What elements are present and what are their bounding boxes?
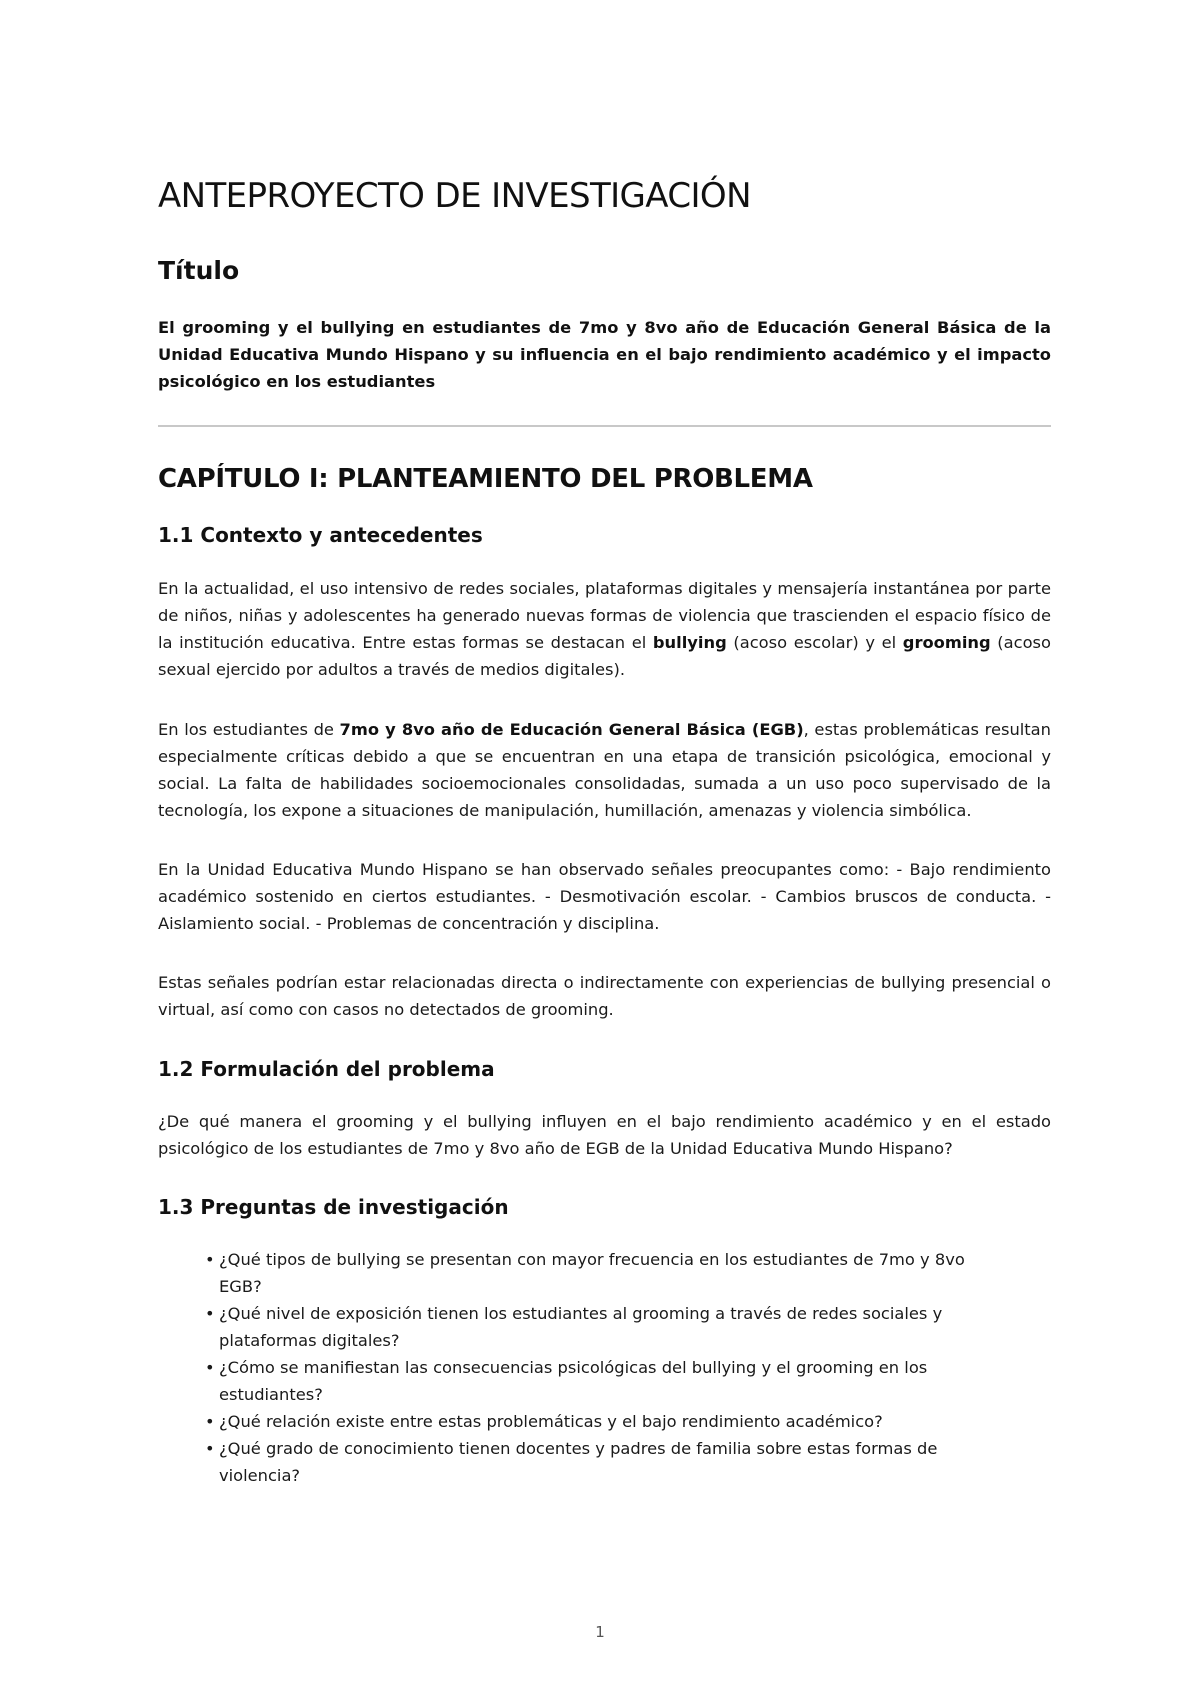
question-text: ¿Qué relación existe entre estas problemáticas y el bajo rendimiento académico?	[219, 1412, 883, 1431]
chapter-title: CAPÍTULO I: PLANTEAMIENTO DEL PROBLEMA	[158, 464, 813, 494]
section-heading-1-2: 1.2 Formulación del problema	[158, 1057, 495, 1081]
bullet-icon: •	[205, 1439, 215, 1458]
list-item	[205, 1354, 975, 1408]
question-text: ¿Qué grado de conocimiento tienen docentes y padres de familia sobre estas formas de violencia?	[219, 1439, 938, 1485]
research-title-text: El grooming y el bullying en estudiantes de 7mo y 8vo año de Educación General Básica de la Unidad Educativa Mundo Hispano y su influencia en el bajo rendimiento académico y el impacto psicológico en los estudiantes	[158, 318, 1051, 391]
context-paragraph-4: Estas señales podrían estar relacionadas directa o indirectamente con experiencias de bullying presencial o virtual, así como con casos no detectados de grooming.	[158, 973, 1051, 1019]
bullet-icon: •	[205, 1250, 215, 1269]
section-heading-1-1: 1.1 Contexto y antecedentes	[158, 523, 483, 547]
document-title: ANTEPROYECTO DE INVESTIGACIÓN	[158, 176, 751, 216]
context-p2-text-b: , estas problemáticas resultan especialmente críticas debido a que se encuentran en una etapa de transición psicológica, emocional y social. La falta de habilidades socioemocionales consolidadas, sumada a un uso poco supervisado de la tecnología, los expone a situaciones de manipulación, humillación, amenazas y violencia simbólica.	[158, 720, 1051, 820]
context-paragraph-1	[158, 575, 1051, 683]
context-p1-text-c: (acoso sexual ejercido por adultos a través de medios digitales).	[158, 633, 1051, 679]
context-paragraph-3: En la Unidad Educativa Mundo Hispano se han observado señales preocupantes como: - Bajo rendimiento académico sostenido en ciertos estudiantes. - Desmotivación escolar. - Cambios bruscos de conducta. - Aislamiento social. - Problemas de concentración y disciplina.	[158, 860, 1051, 933]
egb-bold-term: 7mo y 8vo año de Educación General Básica (EGB)	[339, 720, 804, 739]
question-text: ¿Cómo se manifiestan las consecuencias psicológicas del bullying y el grooming en los estudiantes?	[219, 1358, 928, 1404]
bullet-icon: •	[205, 1412, 215, 1431]
context-p1-text-a: En la actualidad, el uso intensivo de redes sociales, plataformas digitales y mensajería instantánea por parte de niños, niñas y adolescentes ha generado nuevas formas de violencia que trascienden el espacio físico de la institución educativa. Entre estas formas se destacan el	[158, 579, 1051, 652]
question-text: ¿Qué tipos de bullying se presentan con mayor frecuencia en los estudiantes de 7mo y 8vo EGB?	[219, 1250, 965, 1296]
list-item	[205, 1246, 975, 1300]
context-p1-text-b: (acoso escolar) y el	[726, 633, 903, 652]
titulo-heading: Título	[158, 256, 240, 285]
problem-statement-paragraph: ¿De qué manera el grooming y el bullying influyen en el bajo rendimiento académico y en el estado psicológico de los estudiantes de 7mo y 8vo año de EGB de la Unidad Educativa Mundo Hispano?	[158, 1112, 1051, 1158]
bullet-icon: •	[205, 1304, 215, 1323]
list-item	[205, 1408, 975, 1435]
bullying-bold-term: bullying	[652, 633, 727, 652]
context-p2-text-a: En los estudiantes de	[158, 720, 340, 739]
research-questions-list	[205, 1246, 975, 1489]
bullet-icon: •	[205, 1358, 215, 1377]
question-text: ¿Qué nivel de exposición tienen los estudiantes al grooming a través de redes sociales y plataformas digitales?	[219, 1304, 943, 1350]
grooming-bold-term: grooming	[902, 633, 991, 652]
list-item	[205, 1435, 975, 1489]
section-heading-1-3: 1.3 Preguntas de investigación	[158, 1195, 509, 1219]
page-number: 1	[595, 1623, 605, 1641]
context-paragraph-2	[158, 716, 1051, 824]
horizontal-divider	[158, 425, 1051, 427]
list-item	[205, 1300, 975, 1354]
